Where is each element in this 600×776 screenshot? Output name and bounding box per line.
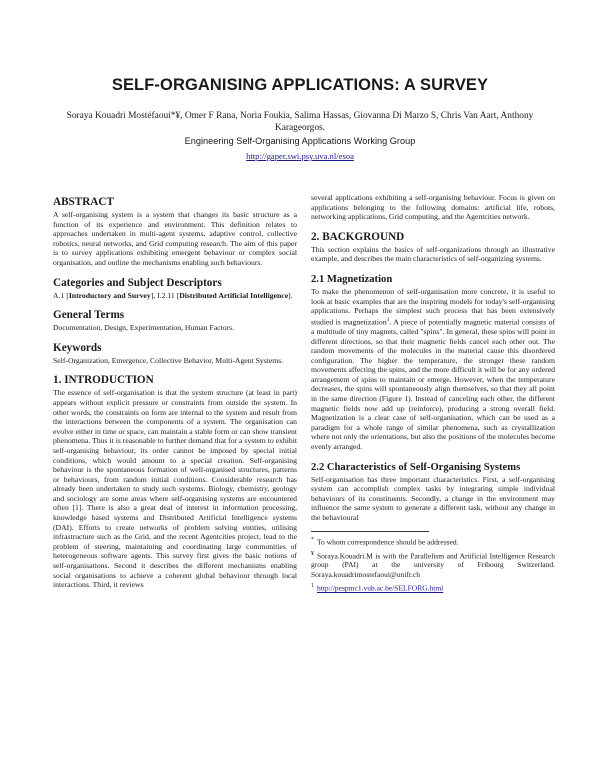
categories-text: A.1 [Introductory and Survey], I.2.11 [Distributed Artificial Intelligence].: [53, 290, 293, 300]
characteristics-text: Self-organisation has three important characteristics. First, a self-organising system can accomplish complex tasks by integrating simple individual behaviours of its constituents. Secondly, a change in the environment may influence the same system to generate a different task, without any change in the behavioural: [311, 474, 555, 522]
characteristics-heading: 2.2 Characteristics of Self-Organising Systems: [311, 461, 521, 473]
footnote-url: $^1$ http://pespmc1.vub.ac.be/SELFORG.html: [311, 583, 444, 593]
footnote-ref-1: 1: [386, 316, 390, 323]
magnetization-text: To make the phenomenon of self-organisation more concrete, it is useful to look at basic examples that are the inspiring models for today's self-organising applications. Perhaps the simplest such process that has been extensively studied is magnetization$^1$. A piece of potentially magnetic material consists of a multitude of tiny magnets, called "spins". In general, these spins will point in different directions, so that their magnetic fields cancel each other out. The random movements of the molecules in the material cause this disordered configuration. The higher the temperature, the stronger these random movements affecting the spins, and the more difficult it will be for any ordered arrangement of spins to maintain or emerge. However, when the temperature decreases, the spins will spontaneously align themselves, so that they all point in the same direction (Figure 1). Instead of canceling each other, the different magnetic fields now add up (reinforce), producing a strong overall field. Magnetization is a clear case of self-organisation, which can be used as a paradigm for a whole range of similar phenomena, such as crystallization where not only the orientations, but also the positions of the molecules become evenly arranged.: [311, 286, 555, 452]
right-column: [311, 193, 555, 596]
introduction-continued-text: several applications exhibiting a self-organising behaviour. Focus is given on applications belonging to the following domains: artificial life, robots, networking applications, Grid computing, and the Agentcities network.: [311, 193, 555, 222]
group-url-line: [50, 151, 550, 161]
left-column: [53, 196, 297, 590]
group-url-link[interactable]: http://gaper.swi.psy.uva.nl/esoa: [246, 151, 354, 161]
affiliation: Engineering Self-Organising Applications Working Group: [184, 136, 416, 146]
author-list: Soraya Kouadri Mostéfaoui*¥, Omer F Rana, Noria Foukia, Salima Hassas, Giovanna Di Marzo S, Chris Van Aart, Anthony Karageorgos.: [66, 111, 534, 133]
abstract-heading: ABSTRACT: [53, 196, 114, 208]
abstract-text: A self-organising system is a system that changes its basic structure as a function of its experience and environment. This definition relates to approaches undertaken in multi-agent systems, adaptive control, collective robotics, neural networks, and Grid computing research. The aim of this paper is to survey applications exhibiting emergent behaviour or complex social organisation, and outline the mechanisms enabling such behaviours.: [53, 210, 297, 267]
magnetization-heading: 2.1 Magnetization: [311, 273, 393, 285]
background-heading: 2. BACKGROUND: [311, 230, 405, 243]
paper-title: SELF-ORGANISING APPLICATIONS: A SURVEY: [111, 76, 489, 94]
keywords-heading: Keywords: [53, 341, 102, 354]
footnote-url-link[interactable]: http://pespmc1.vub.ac.be/SELFORG.html: [317, 583, 444, 593]
background-text: This section explains the basics of self-organizations through an illustrative example, and describes the main characteristics of self-organizing systems.: [311, 244, 555, 264]
introduction-text: The essence of self-organisation is that the system structure (at least in part) appears without explicit pressure or constraints from outside the system. In other words, the constraints on form are internal to the system and result from the interactions between the components of a system. The organisation can evolve either in time or space, can maintain a stable form or can show transient phenomena. Thus it is reasonable to further demand that for a system to exhibit self-organising behaviour, its order cannot be imposed by special initial conditions, which would amount to a special creation. Self-organising behaviour is the spontaneous formation of well-organised structures, patterns or behaviours, from random initial conditions. Considerable research has already been undertaken to study such systems. Biology, chemistry, geology and sociology are some areas where self-organising systems are encountered often [1]. There is also a great deal of interest in information processing, knowledge based systems and Distributed Artificial Intelligence systems (DAI). Efforts to create networks of problem solving entities, utilising infrastructure such as the Grid, and the recent Agentcities project, lead to the problem of steering, maintaining and coordinating large communities of heterogeneous software agents. This survey first gives the basic notions of self-organisations. Second it describes the different mechanisms enabling social organisations to achieve a coherent global behaviour through local interactions. Third, it reviews: [53, 388, 297, 590]
introduction-heading: 1. INTRODUCTION: [53, 374, 154, 387]
general-terms-text: Documentation, Design, Experimentation, Human Factors.: [53, 323, 235, 333]
footnote-affiliation: ¥ Soraya.Kouadri.M is with the Parallelism and Artificial Intelligence Research group (PAI) at the university of Fribourg Switzerland. Soraya.kouadrimostefaoui@unifr.ch: [311, 550, 555, 579]
footnotes: [311, 536, 555, 594]
general-terms-heading: General Terms: [53, 309, 125, 322]
footnote-correspondence: * To whom correspondence should be addressed.: [311, 536, 459, 547]
categories-heading: Categories and Subject Descriptors: [53, 276, 222, 289]
footnote-rule: [311, 531, 429, 532]
keywords-text: Self-Organization, Emergence, Collective Behavior, Multi-Agent Systems.: [53, 355, 284, 365]
